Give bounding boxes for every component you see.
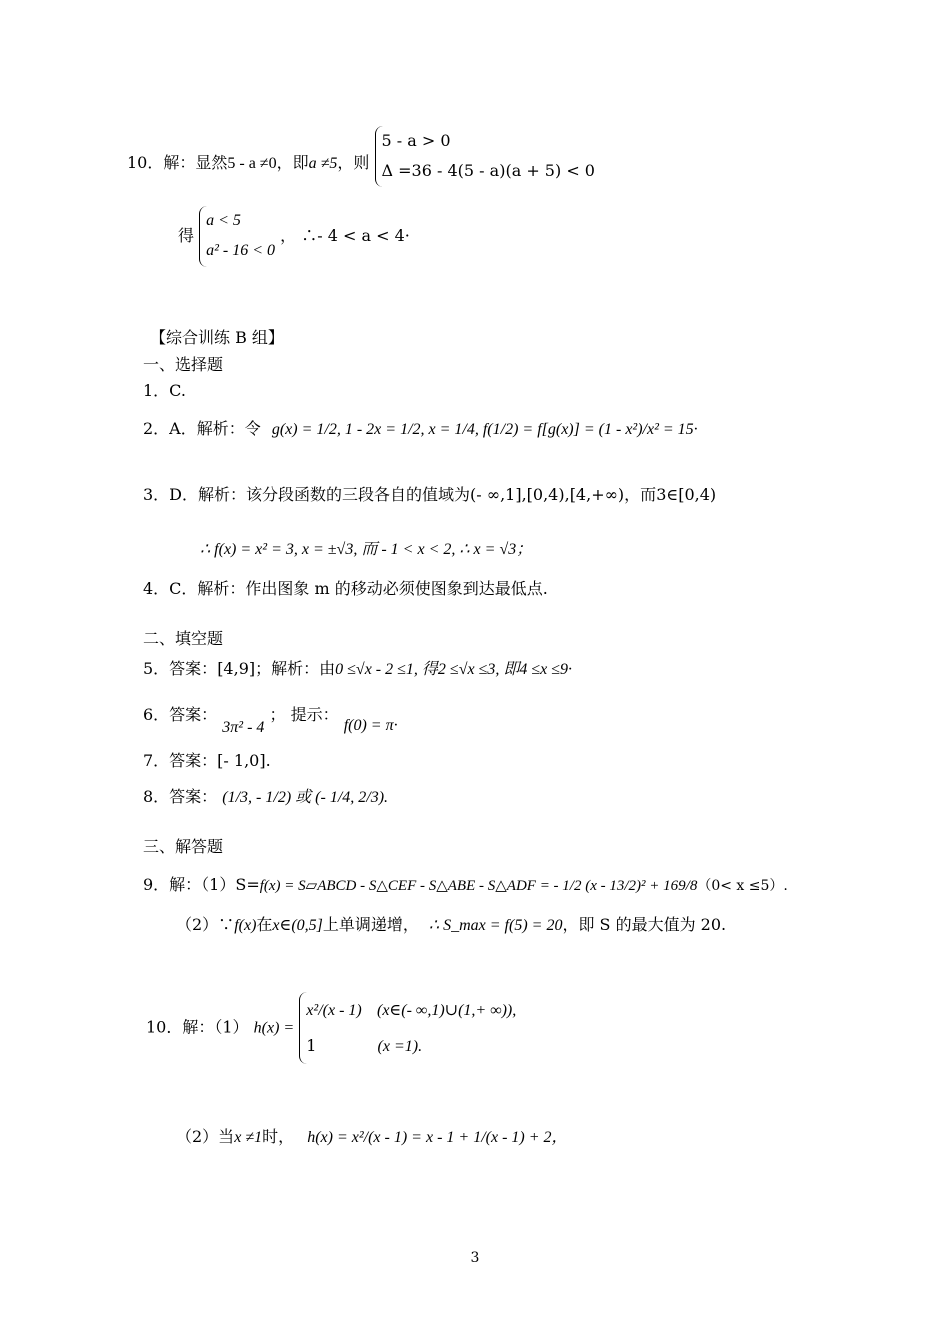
q9-condition: （0< x ≤5）.	[697, 878, 788, 894]
q8-line	[143, 784, 388, 807]
q10-piecewise	[299, 992, 516, 1064]
p10a-expr2: a ≠5	[308, 154, 338, 172]
q9-label: 9．解：（1）S=	[143, 875, 260, 894]
section-2-heading: 二、填空题	[143, 629, 224, 648]
q8-answer: (1/3, - 1/2) 或 (- 1/4, 2/3).	[222, 789, 389, 806]
q6-hint: f(0) = π·	[343, 717, 398, 734]
q9-2-smax: ∴ S_max = f(5) = 20	[428, 917, 563, 934]
q6-prefix: 6．答案：	[143, 705, 218, 724]
q5-expression: 0 ≤√x - 2 ≤1, 得2 ≤√x ≤3, 即4 ≤x ≤9·	[335, 661, 573, 678]
q4-line: 4．C．解析：作出图象 m 的移动必须使图象到达最低点.	[143, 579, 548, 598]
p10a-t2: ，则	[337, 152, 370, 172]
q6-mid: ； 提示：	[269, 705, 339, 724]
q9-line-1	[143, 872, 788, 895]
q10-case1-cond: (x∈(- ∞,1)∪(1,+ ∞)),	[377, 1002, 517, 1019]
q10-part2-line	[176, 1124, 568, 1147]
q3-line-2: ∴ f(x) = x² = 3, x = ±√3, 而 - 1 < x < 2, ∴ x = √3；	[200, 541, 533, 558]
q8-prefix: 8．答案：	[143, 787, 218, 806]
q3-in: 3∈[0,4)	[656, 485, 717, 504]
q10-case2-expr: 1	[306, 1036, 317, 1056]
q6-answer: 3π² - 4	[222, 719, 265, 736]
q3-line-1	[143, 482, 716, 505]
q2-prefix: 2．A．解析：令	[143, 419, 261, 438]
q10-case-2	[306, 1028, 516, 1064]
group-b-heading: 【综合训练 B 组】	[150, 328, 284, 347]
sys-line-1: 5 - a > 0	[381, 131, 451, 150]
p10a-label: 10．解：显然	[127, 152, 228, 172]
q9-2-prefix: （2）∵	[176, 915, 235, 934]
problem-10a-result	[178, 206, 410, 267]
q9-2-mono: 上单调递增，	[322, 915, 419, 934]
section-1-heading: 一、选择题	[143, 355, 224, 374]
q10-2-cond: x ≠1	[234, 1129, 263, 1146]
p10a-system-1	[375, 126, 595, 187]
q6-line	[143, 702, 398, 736]
sys-line-2: Δ =36 - 4(5 - a)(a + 5) < 0	[381, 161, 595, 181]
q2-expression: g(x) = 1/2, 1 - 2x = 1/2, x = 1/4, f(1/2) = f[g(x)] = (1 - x²)/x² = 15·	[271, 421, 698, 438]
q9-2-at: 在	[256, 915, 273, 934]
q10-case2-cond: (x =1).	[377, 1038, 423, 1056]
q5-line	[143, 656, 572, 679]
q10-case1-expr: x²/(x - 1)	[306, 1002, 362, 1019]
p10a-conclusion: ∴- 4 < a < 4·	[301, 225, 410, 245]
q1-answer: 1．C.	[143, 381, 186, 400]
q9-expression: f(x) = S▱ABCD - S△CEF - S△ABE - S△ADF = - 1/2 (x - 13/2)² + 169/8	[259, 878, 698, 894]
q10-2-expression: h(x) = x²/(x - 1) = x - 1 + 1/(x - 1) + 2，	[307, 1129, 568, 1146]
p10a-t1: ，即	[276, 152, 309, 172]
q10-2-shi: 时，	[262, 1127, 295, 1146]
sys-line-4: a² - 16 < 0	[206, 242, 276, 260]
q7-line: 7．答案：[- 1,0].	[143, 751, 271, 770]
q5-answer: [4,9]	[217, 659, 256, 678]
page-number: 3	[470, 1250, 480, 1266]
q9-2-fx: f(x)	[234, 917, 257, 934]
q10-2-prefix: （2）当	[176, 1127, 235, 1146]
p10a-system-2	[199, 206, 275, 267]
q3-prefix: 3．D．解析：该分段函数的三段各自的值域为	[143, 485, 471, 504]
q10-label: 10．解：（1）	[146, 1017, 249, 1037]
q10-case-1	[306, 992, 516, 1028]
q3-ranges: (- ∞,1],[0,4),[4,+∞)	[470, 485, 625, 504]
q10-h: h(x) =	[253, 1019, 295, 1037]
p10a-de: 得	[178, 225, 195, 245]
p10a-expr1: 5 - a ≠0	[227, 154, 277, 172]
q9-line-2	[176, 912, 726, 935]
sys-line-3: a < 5	[206, 212, 241, 229]
problem-10a	[127, 131, 595, 187]
section-3-heading: 三、解答题	[143, 837, 224, 856]
q9-2-domain: x∈(0,5]	[272, 917, 323, 934]
q9-2-end: ，即 S 的最大值为 20.	[562, 915, 727, 934]
q2-line	[143, 416, 698, 439]
q10-piecewise-line	[146, 992, 516, 1064]
q5-prefix: 5．答案：	[143, 659, 218, 678]
q5-mid: ；解析：由	[255, 659, 336, 678]
p10a-t3: ，	[280, 225, 297, 245]
q3-mid: ，而	[624, 485, 657, 504]
